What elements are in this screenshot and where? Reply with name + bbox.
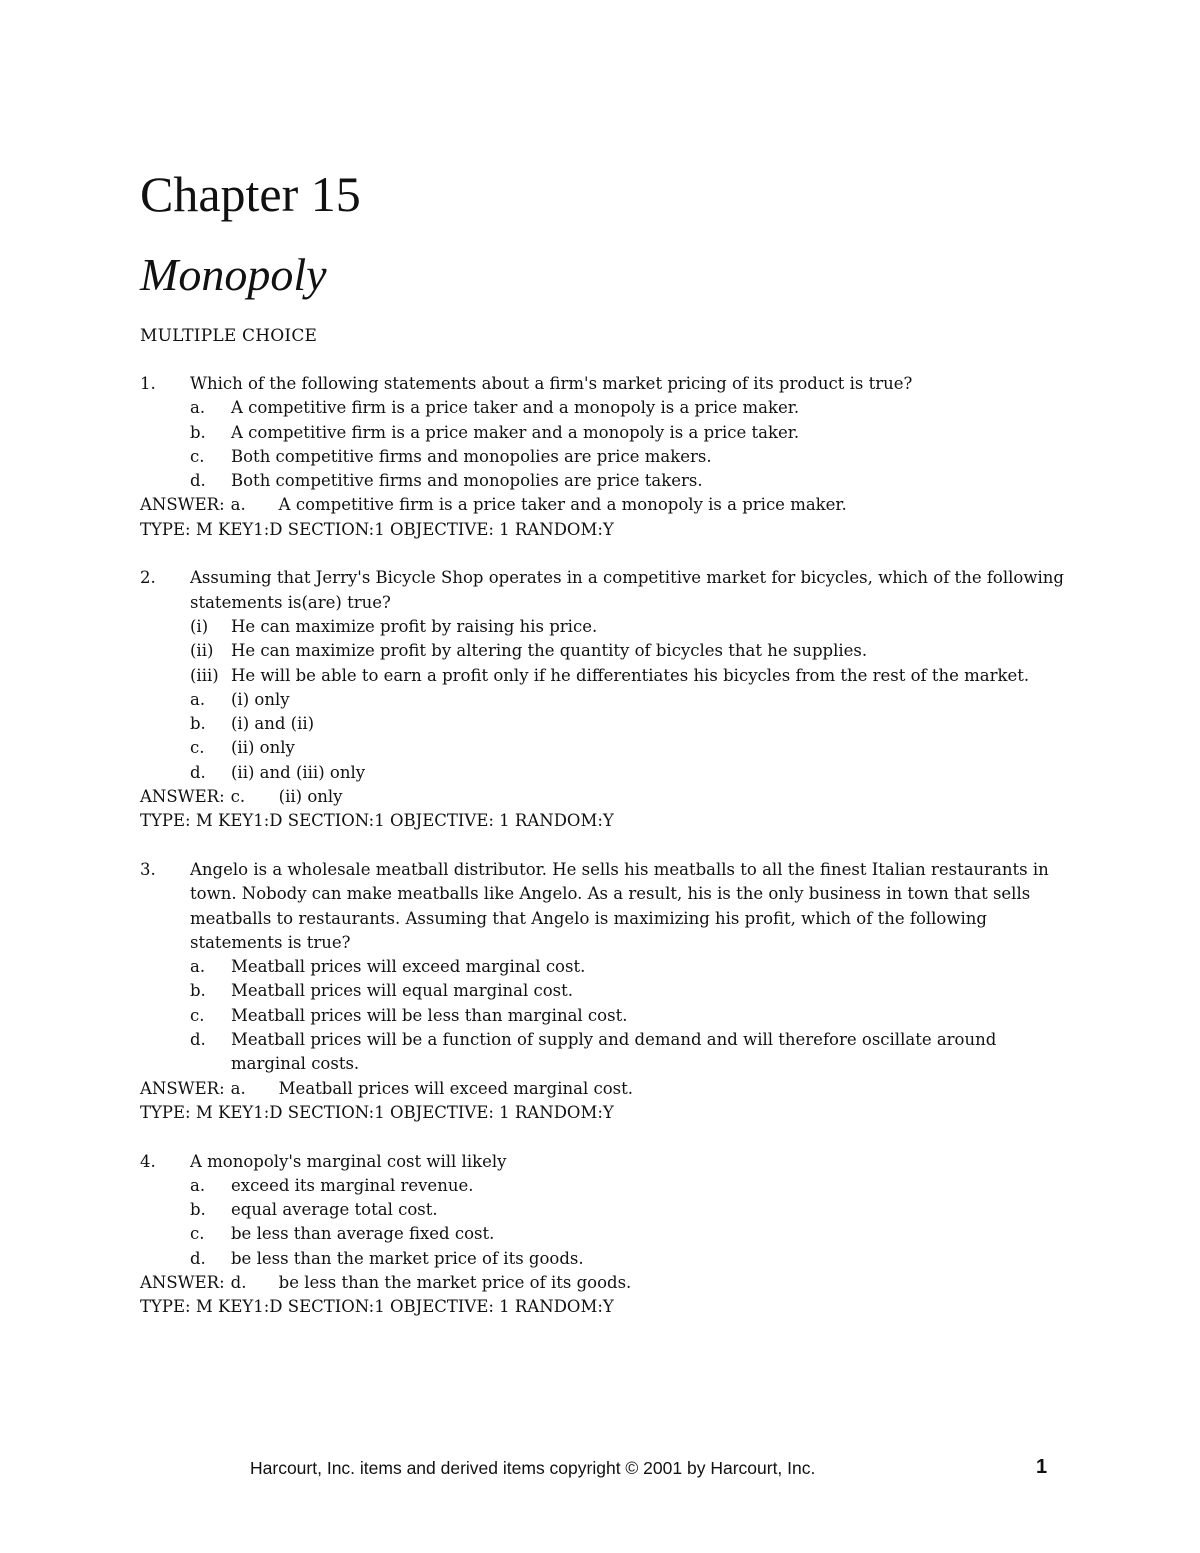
answer-text: A competitive firm is a price taker and a monopoly is a price maker. <box>278 495 847 515</box>
option-text: Meatball prices will be less than marginal cost. <box>231 1005 628 1025</box>
answer-line <box>140 1077 1070 1101</box>
question-stem <box>140 372 1070 396</box>
question-metadata: TYPE: M KEY1:D SECTION:1 OBJECTIVE: 1 RANDOM:Y <box>140 519 614 539</box>
statement-numeral: (iii) <box>190 665 219 685</box>
footer-copyright: Harcourt, Inc. items and derived items copyright © 2001 by Harcourt, Inc. <box>250 1458 816 1478</box>
question-item <box>140 372 1070 542</box>
answer-label: ANSWER: <box>140 787 225 807</box>
chapter-title: Chapter 15 <box>140 166 361 222</box>
statement-item <box>140 615 1070 639</box>
question-text: Assuming that Jerry's Bicycle Shop operates in a competitive market for bicycles, which of the following statements is(are) true? <box>190 568 1064 612</box>
question-item <box>140 1150 1070 1320</box>
option-text: A competitive firm is a price taker and a monopoly is a price maker. <box>231 398 800 418</box>
question-text: A monopoly's marginal cost will likely <box>190 1151 507 1171</box>
question-metadata: TYPE: M KEY1:D SECTION:1 OBJECTIVE: 1 RANDOM:Y <box>140 811 614 831</box>
answer-option <box>140 688 1070 712</box>
answer-letter: a. <box>230 1078 246 1098</box>
option-text: Both competitive firms and monopolies are price takers. <box>231 471 703 491</box>
answer-line <box>140 785 1070 809</box>
option-text: exceed its marginal revenue. <box>231 1175 474 1195</box>
question-item <box>140 858 1070 1125</box>
answer-option <box>140 761 1070 785</box>
question-stem <box>140 566 1070 615</box>
answer-letter: a. <box>230 495 246 515</box>
answer-option <box>140 396 1070 420</box>
questions-container <box>140 372 1070 1320</box>
option-text: Both competitive firms and monopolies are price makers. <box>231 446 712 466</box>
question-item <box>140 566 1070 833</box>
answer-letter: d. <box>230 1272 247 1292</box>
statement-text: He can maximize profit by raising his price. <box>231 616 598 636</box>
answer-option <box>140 712 1070 736</box>
answer-option <box>140 445 1070 469</box>
answer-text: be less than the market price of its goods. <box>278 1272 632 1292</box>
answer-text: (ii) only <box>278 787 343 807</box>
statement-text: He will be able to earn a profit only if he differentiates his bicycles from the rest of the market. <box>231 665 1030 685</box>
question-metadata: TYPE: M KEY1:D SECTION:1 OBJECTIVE: 1 RANDOM:Y <box>140 1297 614 1317</box>
statement-item <box>140 639 1070 663</box>
option-text: be less than average fixed cost. <box>231 1224 495 1244</box>
option-text: (i) and (ii) <box>231 714 315 734</box>
option-letter: b. <box>190 981 206 1001</box>
answer-option <box>140 736 1070 760</box>
answer-option <box>140 1198 1070 1222</box>
answer-label: ANSWER: <box>140 1272 225 1292</box>
question-stem <box>140 858 1070 955</box>
option-letter: b. <box>190 1200 206 1220</box>
option-letter: a. <box>190 689 206 709</box>
answer-line <box>140 493 1070 517</box>
question-number: 2. <box>140 568 156 588</box>
question-number: 4. <box>140 1151 156 1171</box>
question-stem <box>140 1150 1070 1174</box>
answer-option <box>140 955 1070 979</box>
option-letter: a. <box>190 398 206 418</box>
question-number: 1. <box>140 374 156 393</box>
option-text: Meatball prices will be a function of supply and demand and will therefore oscillate around marginal costs. <box>231 1030 997 1074</box>
statement-numeral: (ii) <box>190 641 214 661</box>
option-letter: c. <box>190 1005 205 1025</box>
option-text: be less than the market price of its goods. <box>231 1248 584 1268</box>
question-number: 3. <box>140 859 156 879</box>
answer-option <box>140 1247 1070 1271</box>
option-letter: d. <box>190 762 206 782</box>
option-text: (ii) and (iii) only <box>231 762 366 782</box>
answer-label: ANSWER: <box>140 495 225 515</box>
answer-line <box>140 1271 1070 1295</box>
option-letter: a. <box>190 1175 206 1195</box>
option-letter: d. <box>190 1248 206 1268</box>
answer-option <box>140 1004 1070 1028</box>
page-number: 1 <box>1036 1456 1048 1478</box>
option-letter: c. <box>190 738 205 758</box>
statement-text: He can maximize profit by altering the quantity of bicycles that he supplies. <box>231 641 868 661</box>
option-letter: c. <box>190 446 205 466</box>
answer-option <box>140 1222 1070 1246</box>
option-text: A competitive firm is a price maker and a monopoly is a price taker. <box>231 422 800 442</box>
option-letter: b. <box>190 422 206 442</box>
section-heading: MULTIPLE CHOICE <box>140 326 318 346</box>
question-text: Which of the following statements about a firm's market pricing of its product is true? <box>190 374 913 393</box>
answer-text: Meatball prices will exceed marginal cost. <box>278 1078 633 1098</box>
answer-option <box>140 1174 1070 1198</box>
chapter-subtitle: Monopoly <box>140 249 327 300</box>
option-text: (i) only <box>231 689 290 709</box>
answer-option <box>140 979 1070 1003</box>
answer-letter: c. <box>230 787 246 807</box>
statement-numeral: (i) <box>190 616 209 636</box>
option-text: Meatball prices will equal marginal cost. <box>231 981 573 1001</box>
answer-option <box>140 1028 1070 1077</box>
question-list <box>140 324 1070 1344</box>
option-letter: a. <box>190 957 206 977</box>
option-text: (ii) only <box>231 738 295 758</box>
answer-option <box>140 421 1070 445</box>
answer-label: ANSWER: <box>140 1078 225 1098</box>
question-text: Angelo is a wholesale meatball distributor. He sells his meatballs to all the finest Italian restaurants in town. Nobody can make meatballs like Angelo. As a result, his is the only business in town that sells meatballs to restaurants. Assuming that Angelo is maximizing his profit, which of the following statements is true? <box>190 859 1049 952</box>
option-letter: c. <box>190 1224 205 1244</box>
statement-item <box>140 664 1070 688</box>
question-metadata: TYPE: M KEY1:D SECTION:1 OBJECTIVE: 1 RANDOM:Y <box>140 1102 614 1122</box>
option-letter: d. <box>190 471 206 491</box>
option-letter: b. <box>190 714 206 734</box>
option-text: equal average total cost. <box>231 1200 438 1220</box>
answer-option <box>140 469 1070 493</box>
option-text: Meatball prices will exceed marginal cost. <box>231 957 586 977</box>
option-letter: d. <box>190 1030 206 1050</box>
